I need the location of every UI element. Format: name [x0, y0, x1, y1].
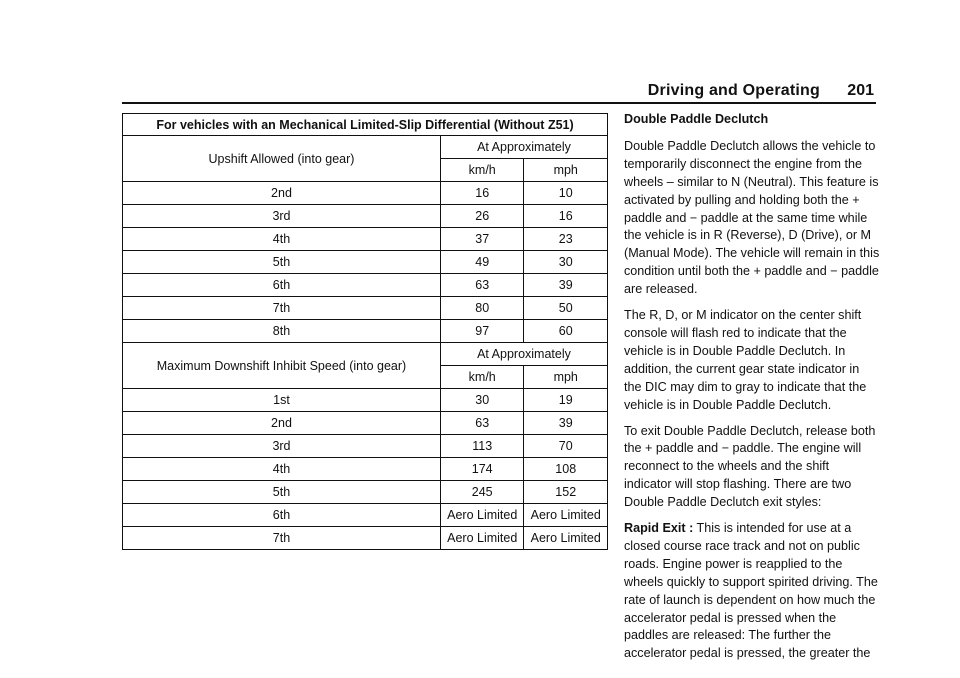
- table-row: [123, 504, 608, 527]
- table-row: [123, 297, 608, 320]
- mph-cell: 50: [524, 297, 608, 320]
- table-row: [123, 320, 608, 343]
- mph-cell: 39: [524, 274, 608, 297]
- paragraph-3: To exit Double Paddle Declutch, release both the + paddle and − paddle. The engine will reconnect to the wheels and the shift indicator will stop flashing. There are two Double Paddle Declutch exit styles:: [624, 423, 876, 510]
- mph-cell: 39: [524, 412, 608, 435]
- gear-cell: 2nd: [123, 412, 441, 435]
- upshift-mph-label: mph: [524, 159, 608, 182]
- kmh-cell: 30: [440, 389, 524, 412]
- gear-cell: 5th: [123, 251, 441, 274]
- paragraph-1: Double Paddle Declutch allows the vehicle to temporarily disconnect the engine from the wheels – similar to N (Neutral). This feature is activated by pulling and holding both the + paddle and − paddle at the same time while the vehicle is in R (Reverse), D (Drive), or M (Manual Mode). The vehicle will remain in this condition until both the + paddle and − paddle are released.: [624, 138, 880, 297]
- table-caption: For vehicles with an Mechanical Limited-Slip Differential (Without Z51): [123, 114, 608, 136]
- shift-speed-table: [122, 113, 608, 550]
- gear-cell: 6th: [123, 504, 441, 527]
- gear-cell: 3rd: [123, 205, 441, 228]
- upshift-approx-heading: At Approximately: [440, 136, 607, 159]
- paragraph-2: The R, D, or M indicator on the center shift console will flash red to indicate that the vehicle is in Double Paddle Declutch. In addition, the current gear state indicator in the DIC may dim to gray to indicate that the vehicle is in Double Paddle Declutch.: [624, 308, 867, 412]
- downshift-header-row: [123, 343, 608, 366]
- kmh-cell: 97: [440, 320, 524, 343]
- kmh-cell: 63: [440, 274, 524, 297]
- mph-cell: 70: [524, 435, 608, 458]
- subheading-double-paddle-declutch: Double Paddle Declutch: [624, 112, 769, 126]
- kmh-cell: Aero Limited: [440, 504, 524, 527]
- downshift-kmh-label: km/h: [440, 366, 524, 389]
- mph-cell: 152: [524, 481, 608, 504]
- kmh-cell: 26: [440, 205, 524, 228]
- mph-cell: 23: [524, 228, 608, 251]
- rapid-exit-label: Rapid Exit :: [624, 521, 694, 536]
- table-row: [123, 458, 608, 481]
- kmh-cell: Aero Limited: [440, 527, 524, 550]
- table-row: [123, 251, 608, 274]
- kmh-cell: 16: [440, 182, 524, 205]
- gear-cell: 8th: [123, 320, 441, 343]
- upshift-kmh-label: km/h: [440, 159, 524, 182]
- mph-cell: 19: [524, 389, 608, 412]
- gear-cell: 3rd: [123, 435, 441, 458]
- header-rule: [122, 102, 876, 104]
- table-row: [123, 412, 608, 435]
- body-text: [624, 111, 880, 671]
- table-caption-row: [123, 114, 608, 136]
- upshift-heading: Upshift Allowed (into gear): [123, 136, 441, 182]
- table-row: [123, 274, 608, 297]
- mph-cell: Aero Limited: [524, 527, 608, 550]
- table-row: [123, 205, 608, 228]
- gear-cell: 6th: [123, 274, 441, 297]
- gear-cell: 5th: [123, 481, 441, 504]
- mph-cell: 16: [524, 205, 608, 228]
- page-header: [122, 78, 876, 104]
- upshift-header-row: [123, 136, 608, 159]
- page-number: 201: [847, 82, 874, 99]
- kmh-cell: 113: [440, 435, 524, 458]
- table-row: [123, 182, 608, 205]
- mph-cell: 30: [524, 251, 608, 274]
- kmh-cell: 63: [440, 412, 524, 435]
- table-row: [123, 435, 608, 458]
- mph-cell: 10: [524, 182, 608, 205]
- gear-cell: 2nd: [123, 182, 441, 205]
- gear-cell: 1st: [123, 389, 441, 412]
- downshift-heading: Maximum Downshift Inhibit Speed (into gear): [123, 343, 441, 389]
- table-row: [123, 527, 608, 550]
- table-row: [123, 389, 608, 412]
- rapid-exit-text: This is intended for use at a closed course race track and not on public roads. Engine power is reapplied to the wheels quickly to support spirited driving. The rate of launch is dependent on how much the accelerator pedal is pressed when the paddles are released: The further the accelerator pedal is pressed, the greater the: [624, 521, 878, 661]
- downshift-mph-label: mph: [524, 366, 608, 389]
- gear-cell: 4th: [123, 458, 441, 481]
- mph-cell: Aero Limited: [524, 504, 608, 527]
- kmh-cell: 245: [440, 481, 524, 504]
- downshift-approx-heading: At Approximately: [440, 343, 607, 366]
- kmh-cell: 37: [440, 228, 524, 251]
- gear-cell: 7th: [123, 297, 441, 320]
- paragraph-rapid-exit: [624, 520, 880, 663]
- gear-cell: 7th: [123, 527, 441, 550]
- kmh-cell: 174: [440, 458, 524, 481]
- section-title: Driving and Operating: [647, 82, 820, 99]
- kmh-cell: 80: [440, 297, 524, 320]
- mph-cell: 108: [524, 458, 608, 481]
- gear-cell: 4th: [123, 228, 441, 251]
- table-row: [123, 481, 608, 504]
- table-row: [123, 228, 608, 251]
- mph-cell: 60: [524, 320, 608, 343]
- kmh-cell: 49: [440, 251, 524, 274]
